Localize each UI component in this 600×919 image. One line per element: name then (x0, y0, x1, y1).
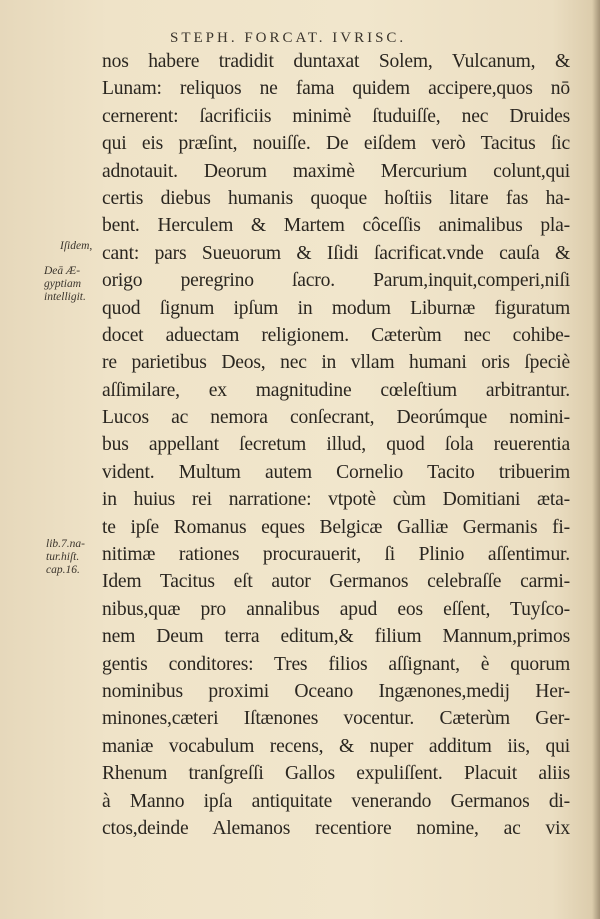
text-line: ctos,deinde Alemanos recentiore nomine, ac vix (102, 817, 570, 839)
margin-note-dea-aegyptiam (44, 265, 104, 304)
text-line: Idem Tacitus eſt autor Germanos celebraſſe carmi- (102, 571, 570, 593)
text-line: te ipſe Romanus eques Belgicæ Galliæ Germanis fi- (102, 516, 570, 538)
text-line: maniæ vocabulum recens, & nuper additum iis, qui (102, 735, 570, 757)
text-line: minones,cæteri Iſtænones vocentur. Cæterùm Ger- (102, 708, 570, 730)
text-line: qui eis præſint, nouiſſe. De eiſdem verò Tacitus ſic (102, 133, 570, 155)
body-text (102, 48, 570, 842)
text-line: in huius rei narratione: vtpotè cùm Domitiani æta- (102, 489, 570, 511)
text-line: nitimæ rationes procurauerit, ſi Plinio aſſentimur. (102, 544, 570, 566)
text-line: adnotauit. Deorum maximè Mercurium colunt,qui (102, 160, 570, 182)
text-line: cernerent: ſacrificiis minimè ſtuduiſſe, nec Druides (102, 105, 570, 127)
text-line: nos habere tradidit duntaxat Solem, Vulcanum, & (102, 51, 570, 72)
text-line: gentis conditores: Tres filios aſſignant, è quorum (102, 653, 570, 675)
text-line: nominibus proximi Oceano Ingænones,medij Her- (102, 680, 570, 702)
margin-note-line: lib.7.na- (46, 538, 85, 550)
text-line: Rhenum tranſgreſſi Gallos expuliſſent. Placuit aliis (102, 763, 570, 785)
text-line: nem Deum terra editum,& filium Mannum,primos (102, 626, 570, 648)
text-line: Lunam: reliquos ne fama quidem accipere,quos nō (102, 78, 570, 100)
text-line: origo peregrino ſacro. Parum,inquit,comperi,niſi (102, 270, 570, 292)
page-edge-shadow (592, 0, 600, 919)
text-line: quod ſignum ipſum in modum Liburnæ figuratum (102, 297, 570, 319)
text-line: bent. Herculem & Martem côceſſis animalibus pla- (102, 215, 570, 237)
text-line: à Manno ipſa antiquitate venerando Germanos di- (102, 790, 570, 812)
text-line: vident. Multum autem Cornelio Tacito tribuerim (102, 461, 570, 483)
text-line: certis diebus humanis quoque hoſtiis litare fas ha- (102, 187, 570, 209)
margin-note-pliny-reference (46, 538, 106, 577)
margin-note-line: gyptiam (44, 278, 82, 290)
margin-note-line: Deā Æ- (44, 265, 81, 277)
text-line: nibus,quæ pro annalibus apud eos eſſent, Tuyſco- (102, 598, 570, 620)
text-line: bus appellant ſecretum illud, quod ſola reuerentia (102, 434, 570, 456)
running-head: STEPH. FORCAT. IVRISC. (170, 30, 407, 46)
text-line: aſſimilare, ex magnitudine cœleſtium arbitrantur. (102, 379, 570, 401)
margin-note-isidem: Iſidem, (60, 240, 93, 252)
text-line: docet aduectam religionem. Cæterùm nec cohibe- (102, 324, 570, 346)
text-line: re parietibus Deos, nec in vllam humani oris ſpeciè (102, 352, 570, 374)
text-line: Lucos ac nemora conſecrant, Deorúmque nomini- (102, 407, 570, 429)
margin-note-line: cap.16. (46, 564, 80, 576)
margin-note-line: tur.hiſt. (46, 551, 80, 563)
margin-note-line: intelligit. (44, 291, 86, 303)
text-line: cant: pars Sueuorum & Iſidi ſacrificat.vnde cauſa & (102, 242, 570, 264)
